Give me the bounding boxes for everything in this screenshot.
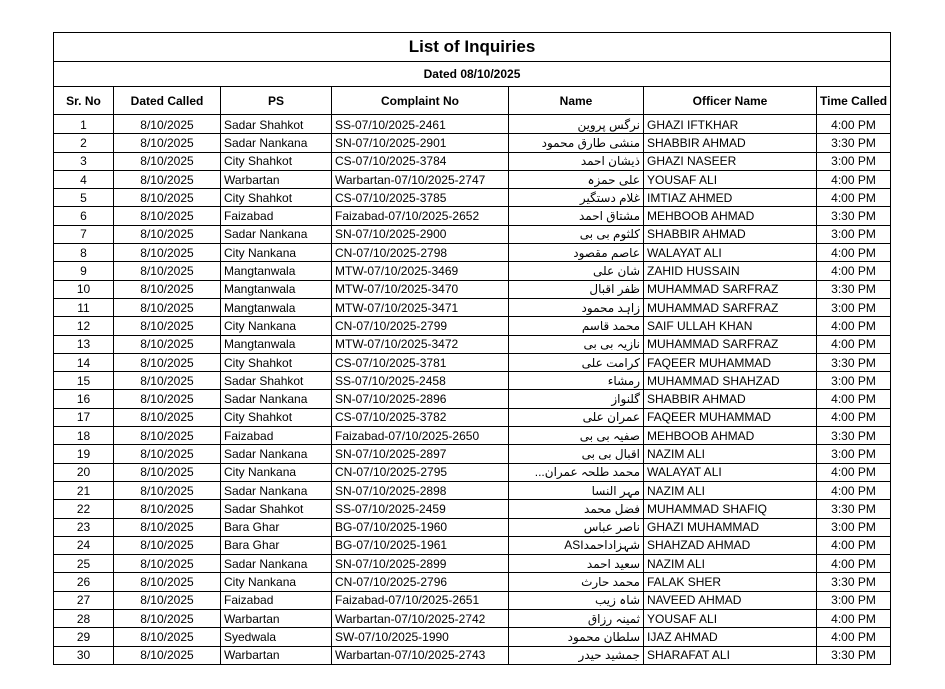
cell-complaint-no: SW-07/10/2025-1990 [332, 628, 509, 646]
cell-complaint-no: Warbartan-07/10/2025-2742 [332, 610, 509, 628]
cell-officer-name: SHARAFAT ALI [644, 646, 817, 664]
table-row [54, 207, 891, 225]
cell-time-called: 4:00 PM [817, 610, 891, 628]
cell-officer-name: NAZIM ALI [644, 481, 817, 499]
cell-officer-name: GHAZI NASEER [644, 152, 817, 170]
cell-dated-called: 8/10/2025 [114, 170, 221, 188]
cell-dated-called: 8/10/2025 [114, 207, 221, 225]
table-row [54, 134, 891, 152]
cell-name: اقبال بی بی [509, 445, 644, 463]
cell-ps: Sadar Nankana [221, 134, 332, 152]
header-name: Name [509, 87, 644, 115]
table-row [54, 555, 891, 573]
cell-complaint-no: CS-07/10/2025-3781 [332, 353, 509, 371]
cell-time-called: 3:00 PM [817, 445, 891, 463]
cell-ps: City Shahkot [221, 408, 332, 426]
cell-dated-called: 8/10/2025 [114, 555, 221, 573]
cell-ps: Bara Ghar [221, 518, 332, 536]
cell-time-called: 4:00 PM [817, 555, 891, 573]
cell-officer-name: MUHAMMAD SARFRAZ [644, 335, 817, 353]
table-row [54, 646, 891, 664]
cell-time-called: 4:00 PM [817, 408, 891, 426]
cell-time-called: 3:00 PM [817, 298, 891, 316]
cell-dated-called: 8/10/2025 [114, 408, 221, 426]
cell-name: نرگس پروین [509, 115, 644, 134]
cell-dated-called: 8/10/2025 [114, 244, 221, 262]
cell-officer-name: YOUSAF ALI [644, 170, 817, 188]
cell-officer-name: NAZIM ALI [644, 555, 817, 573]
cell-officer-name: YOUSAF ALI [644, 610, 817, 628]
cell-complaint-no: BG-07/10/2025-1960 [332, 518, 509, 536]
cell-dated-called: 8/10/2025 [114, 628, 221, 646]
cell-sr-no: 8 [54, 244, 114, 262]
cell-time-called: 3:30 PM [817, 427, 891, 445]
header-officer-name: Officer Name [644, 87, 817, 115]
cell-ps: Warbartan [221, 646, 332, 664]
cell-ps: Sadar Nankana [221, 445, 332, 463]
cell-ps: City Nankana [221, 573, 332, 591]
cell-sr-no: 7 [54, 225, 114, 243]
cell-name: علی حمزہ [509, 170, 644, 188]
cell-sr-no: 2 [54, 134, 114, 152]
table-row [54, 115, 891, 134]
table-row [54, 591, 891, 609]
cell-sr-no: 5 [54, 189, 114, 207]
cell-name: محمد طلحہ عمران... [509, 463, 644, 481]
cell-officer-name: ZAHID HUSSAIN [644, 262, 817, 280]
cell-sr-no: 18 [54, 427, 114, 445]
cell-ps: Mangtanwala [221, 298, 332, 316]
cell-name: شان علی [509, 262, 644, 280]
cell-sr-no: 10 [54, 280, 114, 298]
cell-time-called: 4:00 PM [817, 115, 891, 134]
table-row [54, 353, 891, 371]
table-row [54, 481, 891, 499]
cell-sr-no: 21 [54, 481, 114, 499]
cell-officer-name: MEHBOOB AHMAD [644, 427, 817, 445]
table-row [54, 170, 891, 188]
cell-sr-no: 13 [54, 335, 114, 353]
cell-time-called: 3:30 PM [817, 134, 891, 152]
cell-name: عمران علی [509, 408, 644, 426]
cell-complaint-no: BG-07/10/2025-1961 [332, 536, 509, 554]
cell-time-called: 3:30 PM [817, 646, 891, 664]
cell-officer-name: SAIF ULLAH KHAN [644, 317, 817, 335]
cell-ps: Sadar Nankana [221, 390, 332, 408]
table-row [54, 445, 891, 463]
cell-complaint-no: CN-07/10/2025-2795 [332, 463, 509, 481]
cell-ps: Mangtanwala [221, 335, 332, 353]
cell-dated-called: 8/10/2025 [114, 262, 221, 280]
cell-officer-name: FALAK SHER [644, 573, 817, 591]
cell-dated-called: 8/10/2025 [114, 427, 221, 445]
cell-complaint-no: MTW-07/10/2025-3472 [332, 335, 509, 353]
table-row [54, 280, 891, 298]
cell-time-called: 3:30 PM [817, 500, 891, 518]
cell-time-called: 3:00 PM [817, 372, 891, 390]
table-row [54, 500, 891, 518]
cell-complaint-no: SN-07/10/2025-2896 [332, 390, 509, 408]
table-row [54, 573, 891, 591]
cell-complaint-no: MTW-07/10/2025-3470 [332, 280, 509, 298]
header-complaint-no: Complaint No [332, 87, 509, 115]
cell-complaint-no: MTW-07/10/2025-3471 [332, 298, 509, 316]
cell-complaint-no: CS-07/10/2025-3784 [332, 152, 509, 170]
cell-complaint-no: SS-07/10/2025-2459 [332, 500, 509, 518]
cell-name: عاصم مقصود [509, 244, 644, 262]
cell-officer-name: SHABBIR AHMAD [644, 225, 817, 243]
cell-complaint-no: SN-07/10/2025-2901 [332, 134, 509, 152]
cell-ps: Sadar Nankana [221, 555, 332, 573]
cell-name: محمد قاسم [509, 317, 644, 335]
table-row [54, 152, 891, 170]
table-row [54, 628, 891, 646]
table-row [54, 298, 891, 316]
cell-dated-called: 8/10/2025 [114, 610, 221, 628]
cell-complaint-no: CN-07/10/2025-2796 [332, 573, 509, 591]
cell-officer-name: MUHAMMAD SARFRAZ [644, 280, 817, 298]
cell-complaint-no: Faizabad-07/10/2025-2650 [332, 427, 509, 445]
cell-ps: City Shahkot [221, 152, 332, 170]
cell-dated-called: 8/10/2025 [114, 463, 221, 481]
cell-officer-name: SHABBIR AHMAD [644, 390, 817, 408]
cell-time-called: 4:00 PM [817, 628, 891, 646]
cell-officer-name: WALAYAT ALI [644, 244, 817, 262]
cell-officer-name: NAZIM ALI [644, 445, 817, 463]
cell-sr-no: 3 [54, 152, 114, 170]
cell-time-called: 3:30 PM [817, 353, 891, 371]
cell-ps: Warbartan [221, 170, 332, 188]
cell-complaint-no: Faizabad-07/10/2025-2652 [332, 207, 509, 225]
cell-name: منشی طارق محمود [509, 134, 644, 152]
cell-name: سعید احمد [509, 555, 644, 573]
cell-sr-no: 27 [54, 591, 114, 609]
cell-dated-called: 8/10/2025 [114, 189, 221, 207]
cell-name: رمشاء [509, 372, 644, 390]
dated-label: Dated 08/10/2025 [54, 62, 891, 87]
cell-sr-no: 17 [54, 408, 114, 426]
cell-time-called: 4:00 PM [817, 481, 891, 499]
cell-ps: Sadar Shahkot [221, 372, 332, 390]
cell-dated-called: 8/10/2025 [114, 335, 221, 353]
cell-name: ذیشان احمد [509, 152, 644, 170]
cell-dated-called: 8/10/2025 [114, 152, 221, 170]
cell-name: مہر النسا [509, 481, 644, 499]
cell-officer-name: FAQEER MUHAMMAD [644, 408, 817, 426]
cell-name: زاہد محمود [509, 298, 644, 316]
table-row [54, 189, 891, 207]
cell-officer-name: MUHAMMAD SARFRAZ [644, 298, 817, 316]
table-row [54, 390, 891, 408]
cell-ps: Mangtanwala [221, 262, 332, 280]
cell-dated-called: 8/10/2025 [114, 353, 221, 371]
cell-sr-no: 26 [54, 573, 114, 591]
cell-ps: Faizabad [221, 427, 332, 445]
cell-time-called: 4:00 PM [817, 390, 891, 408]
cell-complaint-no: SN-07/10/2025-2898 [332, 481, 509, 499]
table-row [54, 335, 891, 353]
cell-dated-called: 8/10/2025 [114, 372, 221, 390]
cell-dated-called: 8/10/2025 [114, 298, 221, 316]
cell-officer-name: NAVEED AHMAD [644, 591, 817, 609]
cell-officer-name: WALAYAT ALI [644, 463, 817, 481]
cell-sr-no: 24 [54, 536, 114, 554]
cell-name: شہزاداحمدASI [509, 536, 644, 554]
cell-ps: Mangtanwala [221, 280, 332, 298]
cell-sr-no: 19 [54, 445, 114, 463]
header-time-called: Time Called [817, 87, 891, 115]
cell-sr-no: 14 [54, 353, 114, 371]
cell-complaint-no: CS-07/10/2025-3782 [332, 408, 509, 426]
cell-name: غلام دستگیر [509, 189, 644, 207]
cell-sr-no: 12 [54, 317, 114, 335]
cell-ps: Syedwala [221, 628, 332, 646]
cell-sr-no: 22 [54, 500, 114, 518]
cell-dated-called: 8/10/2025 [114, 134, 221, 152]
cell-time-called: 4:00 PM [817, 536, 891, 554]
cell-officer-name: IMTIAZ AHMED [644, 189, 817, 207]
cell-name: کلثوم بی بی [509, 225, 644, 243]
cell-sr-no: 20 [54, 463, 114, 481]
cell-complaint-no: SN-07/10/2025-2897 [332, 445, 509, 463]
cell-time-called: 4:00 PM [817, 317, 891, 335]
table-row [54, 427, 891, 445]
table-row [54, 317, 891, 335]
cell-ps: City Shahkot [221, 189, 332, 207]
cell-sr-no: 23 [54, 518, 114, 536]
cell-time-called: 4:00 PM [817, 244, 891, 262]
table-row [54, 518, 891, 536]
cell-complaint-no: Faizabad-07/10/2025-2651 [332, 591, 509, 609]
cell-ps: Faizabad [221, 591, 332, 609]
cell-ps: City Nankana [221, 463, 332, 481]
cell-complaint-no: Warbartan-07/10/2025-2743 [332, 646, 509, 664]
cell-officer-name: MUHAMMAD SHAHZAD [644, 372, 817, 390]
cell-ps: Bara Ghar [221, 536, 332, 554]
cell-time-called: 3:00 PM [817, 518, 891, 536]
cell-dated-called: 8/10/2025 [114, 481, 221, 499]
cell-ps: City Shahkot [221, 353, 332, 371]
cell-time-called: 3:30 PM [817, 207, 891, 225]
cell-ps: Sadar Nankana [221, 225, 332, 243]
cell-complaint-no: CN-07/10/2025-2799 [332, 317, 509, 335]
inquiries-table [53, 32, 891, 665]
cell-officer-name: MUHAMMAD SHAFIQ [644, 500, 817, 518]
inquiries-sheet [53, 32, 890, 665]
cell-time-called: 3:30 PM [817, 280, 891, 298]
cell-ps: Warbartan [221, 610, 332, 628]
cell-name: ثمینہ رزاق [509, 610, 644, 628]
cell-name: فضل محمد [509, 500, 644, 518]
cell-dated-called: 8/10/2025 [114, 500, 221, 518]
cell-complaint-no: CN-07/10/2025-2798 [332, 244, 509, 262]
table-row [54, 244, 891, 262]
cell-complaint-no: CS-07/10/2025-3785 [332, 189, 509, 207]
header-sr-no: Sr. No [54, 87, 114, 115]
cell-complaint-no: MTW-07/10/2025-3469 [332, 262, 509, 280]
cell-name: ظفر اقبال [509, 280, 644, 298]
cell-sr-no: 6 [54, 207, 114, 225]
cell-time-called: 3:00 PM [817, 225, 891, 243]
cell-dated-called: 8/10/2025 [114, 646, 221, 664]
cell-officer-name: FAQEER MUHAMMAD [644, 353, 817, 371]
cell-dated-called: 8/10/2025 [114, 573, 221, 591]
table-row [54, 536, 891, 554]
cell-complaint-no: SS-07/10/2025-2458 [332, 372, 509, 390]
cell-ps: City Nankana [221, 317, 332, 335]
cell-officer-name: MEHBOOB AHMAD [644, 207, 817, 225]
cell-name: کرامت علی [509, 353, 644, 371]
page-title: List of Inquiries [54, 33, 891, 62]
cell-time-called: 3:30 PM [817, 573, 891, 591]
cell-sr-no: 29 [54, 628, 114, 646]
cell-officer-name: GHAZI IFTKHAR [644, 115, 817, 134]
cell-sr-no: 4 [54, 170, 114, 188]
cell-name: جمشید حیدر [509, 646, 644, 664]
cell-dated-called: 8/10/2025 [114, 317, 221, 335]
table-row [54, 372, 891, 390]
cell-name: مشتاق احمد [509, 207, 644, 225]
header-ps: PS [221, 87, 332, 115]
cell-time-called: 4:00 PM [817, 170, 891, 188]
cell-sr-no: 25 [54, 555, 114, 573]
cell-sr-no: 1 [54, 115, 114, 134]
cell-dated-called: 8/10/2025 [114, 445, 221, 463]
cell-name: شاہ زیب [509, 591, 644, 609]
cell-name: نازیہ بی بی [509, 335, 644, 353]
cell-name: ناصر عباس [509, 518, 644, 536]
cell-officer-name: GHAZI MUHAMMAD [644, 518, 817, 536]
cell-time-called: 4:00 PM [817, 189, 891, 207]
cell-dated-called: 8/10/2025 [114, 115, 221, 134]
header-row [54, 87, 891, 115]
cell-ps: Faizabad [221, 207, 332, 225]
cell-dated-called: 8/10/2025 [114, 225, 221, 243]
cell-sr-no: 30 [54, 646, 114, 664]
cell-sr-no: 9 [54, 262, 114, 280]
cell-time-called: 4:00 PM [817, 262, 891, 280]
cell-time-called: 3:00 PM [817, 152, 891, 170]
cell-dated-called: 8/10/2025 [114, 518, 221, 536]
cell-sr-no: 15 [54, 372, 114, 390]
cell-complaint-no: SN-07/10/2025-2899 [332, 555, 509, 573]
cell-name: گلنواز [509, 390, 644, 408]
cell-complaint-no: SN-07/10/2025-2900 [332, 225, 509, 243]
cell-dated-called: 8/10/2025 [114, 591, 221, 609]
table-row [54, 463, 891, 481]
cell-time-called: 4:00 PM [817, 463, 891, 481]
table-row [54, 262, 891, 280]
cell-sr-no: 11 [54, 298, 114, 316]
cell-officer-name: IJAZ AHMAD [644, 628, 817, 646]
cell-time-called: 3:00 PM [817, 591, 891, 609]
cell-ps: Sadar Nankana [221, 481, 332, 499]
table-body [54, 115, 891, 665]
table-row [54, 610, 891, 628]
cell-officer-name: SHABBIR AHMAD [644, 134, 817, 152]
cell-ps: Sadar Shahkot [221, 115, 332, 134]
cell-ps: City Nankana [221, 244, 332, 262]
cell-name: سلطان محمود [509, 628, 644, 646]
cell-complaint-no: Warbartan-07/10/2025-2747 [332, 170, 509, 188]
cell-officer-name: SHAHZAD AHMAD [644, 536, 817, 554]
table-row [54, 408, 891, 426]
cell-dated-called: 8/10/2025 [114, 280, 221, 298]
table-row [54, 225, 891, 243]
header-dated-called: Dated Called [114, 87, 221, 115]
cell-dated-called: 8/10/2025 [114, 536, 221, 554]
cell-dated-called: 8/10/2025 [114, 390, 221, 408]
cell-name: صفیہ بی بی [509, 427, 644, 445]
cell-sr-no: 28 [54, 610, 114, 628]
cell-complaint-no: SS-07/10/2025-2461 [332, 115, 509, 134]
cell-sr-no: 16 [54, 390, 114, 408]
cell-name: محمد حارث [509, 573, 644, 591]
cell-time-called: 4:00 PM [817, 335, 891, 353]
cell-ps: Sadar Shahkot [221, 500, 332, 518]
